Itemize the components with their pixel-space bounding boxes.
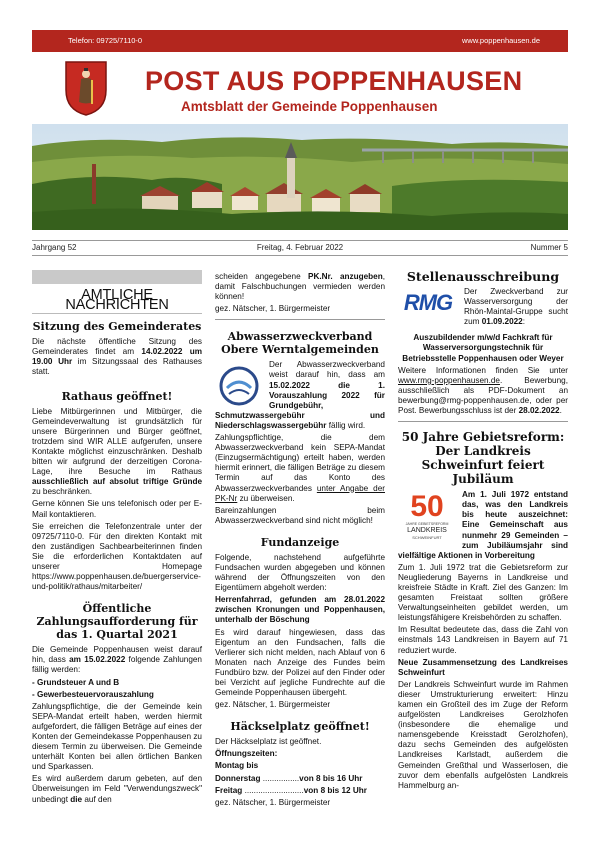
section-title-amtliche-nachrichten: AMTLICHE NACHRICHTEN [32,290,202,314]
rmg-logo-icon: RMG [398,289,458,317]
article-subheading: Neue Zusammensetzung des Landkreises Schweinfurt [398,657,568,677]
article-text: Zahlungspflichtige, die der Gemeinde kein SEPA-Mandat erteilt haben, werden hiermit aufgefordert, die fälligen Beträge auf eines der Konten der Gemeindekasse Poppenhausen zu diesem Termin zu überweisen. Die Gemeinde unterhält Konten bei allen örtlichen Banken und Sparkassen. [32,701,202,772]
hours-row: Freitag ..........................von 8 bis 12 Uhr [215,785,367,795]
article-text: Liebe Mitbürgerinnen und Mitbürger, die Gemeindeverwaltung ist grundsätzlich für unsere Bürgerinnen und Bürger geöffnet, trotzdem sind WIR ALLE aufgerufen, unsere Kontakte möglichst einzuschränken. Deshalb bitten wir aufgrund der derzeitigen Corona-Lage, ihre Besuche im Rathaus ausschließlich auf absolut triftige Gründe zu beschränken. [32,406,202,497]
hours-row: Donnerstag ................von 8 bis 16 Uhr [215,773,363,783]
article-lead: Am 1. Juli 1972 entstand das, was den Landkreis bis heute auszeichnet: Eine Gemeinschaft aus nunmehr 29 Gemeinden – zum Jubiläumsjahr sind vielfältige Aktionen in Vorbereitung [398,490,568,560]
abwasser-logo-icon [215,362,263,408]
article-text: Herrenfahrrad, gefunden am 28.01.2022 zwischen Kronungen und Poppenhausen, unterhalb der Böschung [215,595,385,625]
article-title-zahlungsaufforderung: Öffentliche Zahlungsaufforderung für das 1. Quartal 2021 [36,602,198,642]
signature: gez. Nätscher, 1. Bürgermeister [215,700,331,710]
masthead-bar [32,30,568,52]
hours-label: Öffnungszeiten: [215,749,278,759]
issue-volume: Jahrgang 52 [32,243,77,252]
village-panorama-photo [32,124,568,230]
article-title-gebietsreform: 50 Jahre Gebietsreform: Der Landkreis Schweinfurt feiert Jubiläum [401,430,565,487]
article-title-abwasserzweckverband: Abwasserzweckverband Obere Werntalgemeinden [221,330,379,357]
municipal-crest-icon [64,60,108,116]
newspaper-title: POST AUS POPPENHAUSEN [145,66,523,96]
list-item: - Gewerbesteuervorauszahlung [32,689,154,699]
article-text: scheiden angegebene PK.Nr. anzugeben, damit Falschbuchungen vermieden werden können! [215,272,386,302]
phone-number: Telefon: 09725/7110-0 [68,36,143,45]
article-text: Der Landkreis Schweinfurt wurde im Rahmen dieser Umstrukturierung erweitert: Hinzu kamen ein Großteil des im Zuge der Reform aufgelösten Landkreises Gerolzhofen (insbesondere die ehemalige und namensgebende Kreisstadt Gerolzhofen), dazu sechs Gemeinden des aufgelösten Landkreises Karlstadt, außerdem die Gemeinden Greßthal und Wasserlosen, die zuvor dem ebenfalls aufgelösten Landkreis Hammelburg an- [398,679,568,790]
article-text: Es wird darauf hingewiesen, dass das Eigentum an den Fundsachen, falls die Verlierer sich nicht melden, nach Ablauf von 6 Monaten nach Anzeige des Fundes beim Fundbüro bzw. der Polizei auf den Finder oder bei Verzicht auf jegliche Fundrechte auf die Gemeinde Poppenhausen übergeht. [215,627,385,698]
article-text: Die Gemeinde Poppenhausen weist darauf hin, dass am 15.02.2022 folgende Zahlungen fällig werden: [32,645,202,675]
divider [398,421,568,422]
article-text: Zahlungspflichtige, die dem Abwasserzweckverband kein SEPA-Mandat (Einzugsermächtigung) erteilt haben, werden hiermit erinnert, die fälligen Beträge zu diesem Termin auf das Konto des Abwasserzweckverbandes unter Angabe der PK-Nr zu überweisen. [215,433,385,503]
article-text: Weitere Informationen finden Sie unter www.rmg-poppenhausen.de. Bewerbung, ausschließlich als PDF-Dokument an bewerbung@rmg-poppenhausen.de, oder per Post. Bewerbungsschluss ist der 28.02.2022. [398,365,568,416]
signature: gez. Nätscher, 1. Bürgermeister [215,797,331,807]
divider [215,319,385,320]
section-bar [32,270,202,284]
column-3 [398,270,568,793]
article-title-haeckselplatz: Häckselplatz geöffnet! [230,720,370,734]
article-text: Der Häckselplatz ist geöffnet. [215,737,322,747]
issue-date: Freitag, 4. Februar 2022 [256,243,344,252]
article-text: Der Zweckverband zur Wasserversorgung der Rhön-Maintal-Gruppe sucht zum 01.09.2022: [464,287,568,327]
rmg-link[interactable]: www.rmg-poppenhausen.de [398,375,500,385]
article-title-gemeinderat: Sitzung des Gemeinderates [32,320,202,334]
job-title: Auszubildender m/w/d Fachkraft für Wasserversorgungstechnik für Betriebsstelle Poppenhausen oder Weyer [402,333,564,363]
article-text: Gerne können Sie uns telefonisch oder per E-Mail kontaktieren. [32,499,202,519]
article-text: Zum 1. Juli 1972 trat die Gebietsreform zur Neugliederung Bayerns in Landkreise und kreisfreie Städte in Kraft. Ziel des Ganzen: Im gesamten Freistaat sollten größere Verwaltungseinheiten gebildet werden, um leistungsfähigere Kreisbehörden zu schaffen. [398,562,568,623]
signature: gez. Nätscher, 1. Bürgermeister [215,304,331,314]
article-text: Bareinzahlungen beim Abwasserzweckverband sind nicht möglich! [215,505,385,525]
article-text: Im Resultat bedeutete das, dass die Zahl von einstmals 143 Landkreisen in Bayern auf 71 reduziert wurde. [398,625,568,655]
article-text: Die nächste öffentliche Sitzung des Gemeinderates findet am 14.02.2022 um 19.00 Uhr im Sitzungssaal des Rathauses statt. [32,337,202,377]
article-text: Sie erreichen die Telefonzentrale unter der 09725/7110-0. Für den direkten Kontakt mit den zuständigen Sachbearbeiterinnen finden Sie die erforderlichen Kontaktdaten auf unserer Homepage https://www.poppenhausen.de/buergerservice-und-politik/rathaus/mitarbeiter/ [32,521,202,592]
article-text: Es wird außerdem darum gebeten, auf den Überweisungen im Feld "Verwendungszweck" unbedingt die auf den [32,774,202,804]
article-title-stellenausschreibung: Stellenausschreibung [406,269,560,284]
landkreis-jubilee-logo-icon: 50 JAHRE GEBIETSREFORM LANDKREIS SCHWEINFURT [405,490,449,541]
website-link[interactable]: www.poppenhausen.de [462,36,540,45]
newspaper-subtitle: Amtsblatt der Gemeinde Poppenhausen [181,99,438,114]
column-2 [215,272,385,810]
column-1 [32,270,202,807]
article-text: Folgende, nachstehend aufgeführte Fundsachen wurden abgegeben und können während der Öffnungszeiten von den Eigentümern abgeholt werden: [215,552,385,593]
list-item: - Grundsteuer A und B [32,677,120,687]
hours-day: Montag bis [215,761,259,771]
article-title-rathaus: Rathaus geöffnet! [61,389,173,403]
article-title-fundanzeige: Fundanzeige [260,535,340,549]
issue-info-line [32,240,568,256]
article-text: Der Abwasserzweckverband weist darauf hin, dass am 15.02.2022 die 1. Vorauszahlung 2022 für Grundgebühr, Schmutzwassergebühr und Niederschlagswassergebühr fällig wird. [215,360,385,430]
issue-number: Nummer 5 [530,243,568,252]
